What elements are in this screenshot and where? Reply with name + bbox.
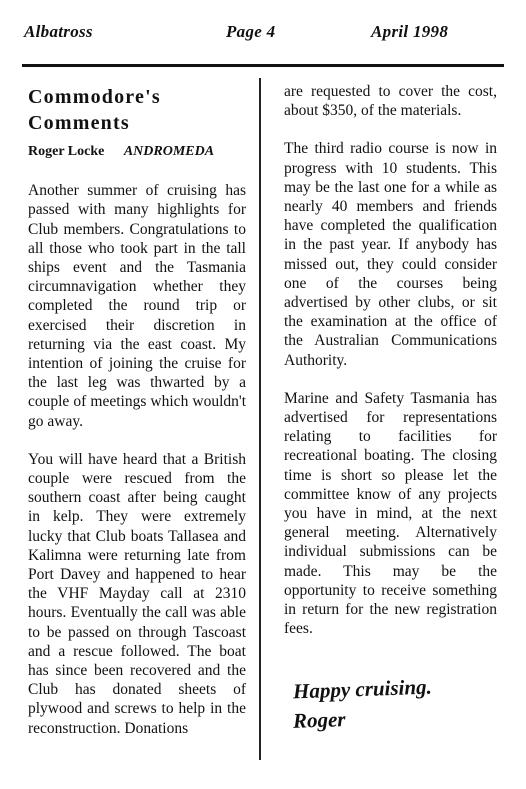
article-title-line-1: Commodore's <box>28 86 161 108</box>
paragraph-donations: are requested to cover the cost, about $350, of the materials. <box>284 83 497 120</box>
paragraph-rescue: You will have heard that a British couple were rescued from the southern coast after being caught in kelp. They were extremely lucky that Club boats Tallasea and Kalimna were returning late from Port Davey and happened to hear the VHF Mayday call at 2310 hours. Eventually the call was able to be passed on through Tascoast and a rescue followed. The boat has since been recovered and the Club has donated sheets of plywood and screws to help in the reconstruction. Donations <box>28 450 246 737</box>
signoff: Happy cruising. <box>292 674 433 704</box>
boat-name: ANDROMEDA <box>123 144 215 159</box>
paragraph-marine-safety: Marine and Safety Tasmania has advertised for representations relating to facilities for recreational boating. The closing time is short so please let the committee know of any projects you have in mind, at the next general meeting. Alternatively individual submissions can be made. This may be the opportunity to receive something in return for the new registration fees. <box>284 389 497 638</box>
article-title-line-2: Comments <box>28 112 130 134</box>
right-column <box>284 82 497 657</box>
newsletter-name: Albatross <box>24 22 93 41</box>
article-title <box>28 84 246 136</box>
page-header <box>0 0 526 60</box>
author-name: Roger Locke <box>28 144 105 159</box>
issue-date: April 1998 <box>371 22 449 41</box>
left-column <box>28 84 246 757</box>
column-divider <box>259 78 261 760</box>
paragraph-summer-cruising: Another summer of cruising has passed with many highlights for Club members. Congratulations to all those who took part in the tall ships event and the Tasmania circumnavigation whether they completed the round trip or exercised their discretion in returning via the east coast. My intention of joining the cruise for the last leg was thwarted by a couple of meetings which wouldn't go away. <box>28 182 246 430</box>
header-rule <box>22 64 504 67</box>
signature: Roger <box>292 707 346 733</box>
byline <box>28 142 246 161</box>
page-number: Page 4 <box>226 22 276 41</box>
paragraph-radio-course: The third radio course is now in progress with 10 students. This may be the last one for a while as nearly 40 members and friends have completed the qualification in the past year. If anybody has missed out, they could consider one of the courses being advertised by other clubs, or sit the examination at the office of the Australian Communications Authority. <box>284 140 497 369</box>
